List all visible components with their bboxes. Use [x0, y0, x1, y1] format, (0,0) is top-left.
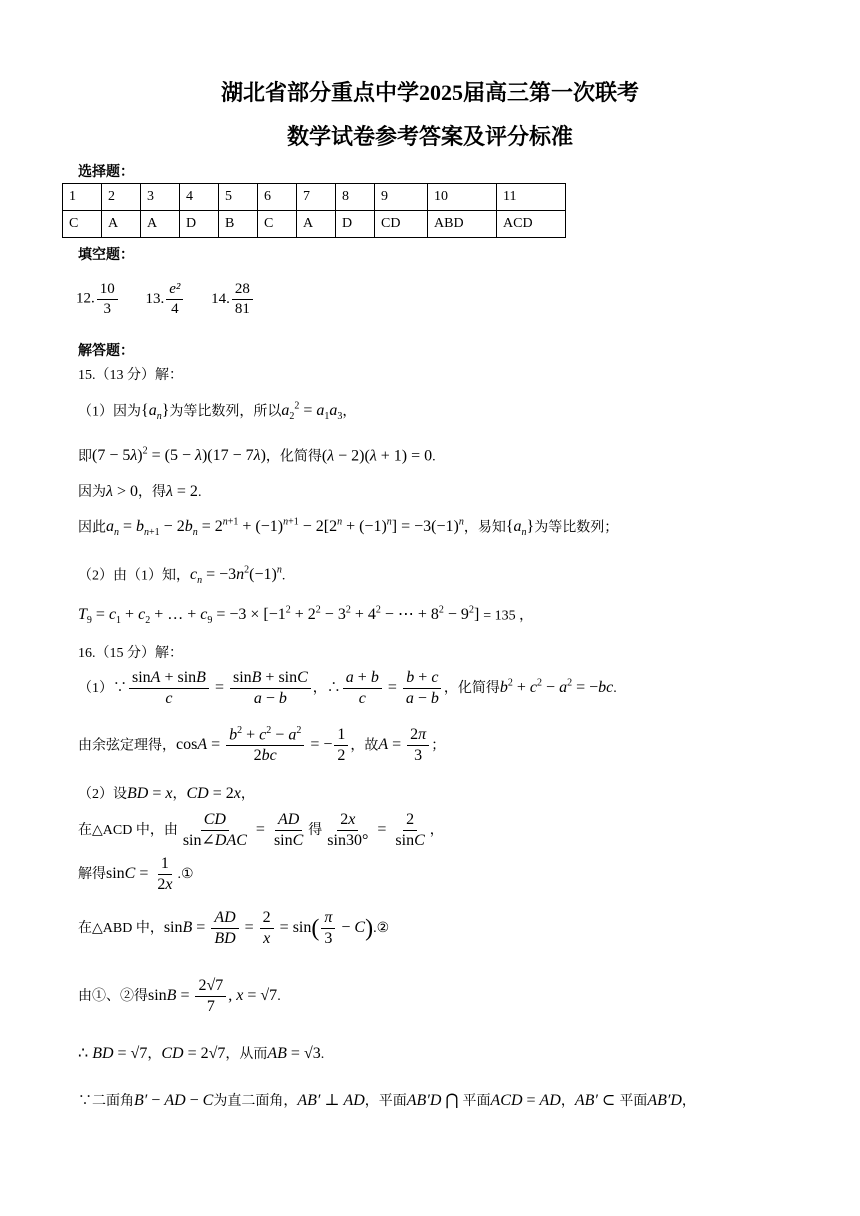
text: 为等比数列；: [534, 520, 619, 536]
table-cell: 9: [375, 184, 428, 211]
text: 因此: [78, 520, 106, 536]
document-subtitle: 数学试卷参考答案及评分标准: [286, 124, 573, 149]
q13-label: 13.: [145, 290, 165, 307]
q16-line2: 由余弦定理得，cosA = $\frac{b^2 + c^2 - a^2}{2bc}$ = − $\frac{1}{2}$ ，故A = $\frac{2\pi}{3}$ ；: [78, 725, 446, 765]
section-fill-heading: 填空题：: [78, 247, 134, 263]
table-cell: C: [258, 211, 297, 238]
text: 在△ACD 中，由: [78, 823, 178, 839]
table-cell: 4: [180, 184, 219, 211]
q12-numerator: 10: [97, 280, 118, 300]
table-cell: D: [336, 211, 375, 238]
q15-line3: 因为λ > 0，得λ = 2.: [78, 483, 202, 500]
text: 为直二面角，: [213, 1094, 298, 1109]
q14-denominator: 81: [234, 300, 250, 317]
q15-header: 15.（13 分）解：: [78, 368, 183, 383]
text: ，化简得: [443, 681, 500, 697]
table-cell: 3: [141, 184, 180, 211]
q16-header: 16.（15 分）解：: [78, 646, 183, 661]
q16-line9: ∵二面角B′ − AD − C为直二面角，AB′ ⊥ AD，平面AB′D ⋂ 平面ACD = AD，AB′ ⊂ 平面AB′D，: [78, 1092, 696, 1109]
table-cell: 2: [102, 184, 141, 211]
text: （1）因为: [78, 404, 141, 420]
text: ，: [560, 1094, 575, 1109]
document-title: 湖北省部分重点中学2025届高三第一次联考: [220, 80, 639, 105]
text: 在△ABD 中，: [78, 921, 164, 937]
section-choice-heading: 选择题：: [78, 164, 134, 180]
table-cell: 11: [497, 184, 566, 211]
q12-label: 12.: [76, 290, 95, 307]
q13-denominator: 4: [171, 300, 179, 317]
q16-line4: 在△ACD 中，由 $\frac{CD}{\text{sin∠DAC}}$ = $\frac{AD}{\sin C}$ 得 $\frac{2x}{\sin 30^\circ}$ = $\frac{2}{\sin C}$ ，: [78, 811, 444, 849]
text: ，故: [350, 738, 379, 754]
table-cell: CD: [375, 211, 428, 238]
q16-line7: 由①、②得sinB = $\frac{2√7}{7}$ , x = √7.: [78, 977, 281, 1015]
q16-line5: 解得sinC = $\frac{1}{2x}$ .①: [78, 855, 194, 893]
text: ，平面: [364, 1094, 407, 1109]
text: 由①、②得: [78, 989, 148, 1005]
table-cell: ABD: [428, 211, 497, 238]
text: = 135 ，: [483, 608, 534, 624]
q16-line1: （1）∵ $\frac{\sin A + \sin B}{c}$ = $\frac{\sin B + \sin C}{a - b}$ ，∴ $\frac{a + b}{c}$ = $\frac{b + c}{a - b}$ ，化简得$b^2 + c^2 - a^2 = -bc$.: [78, 669, 617, 707]
q13-numerator: e²: [166, 280, 183, 300]
q15-line1: （1）因为$\{a_n\}$为等比数列，所以$a_2^2 = a_1a_3$，: [78, 401, 357, 423]
table-cell: A: [102, 211, 141, 238]
text: ∵二面角: [78, 1094, 134, 1109]
text: ，化简得: [265, 449, 322, 465]
q16-line6: 在△ABD 中，sinB = $\frac{AD}{BD}$ = $\frac{2}{x}$ = sin( $\frac{\pi}{3}$ − C).②: [78, 909, 390, 947]
q15-line2: 即$(7 - 5\lambda)^2 = (5 - \lambda)(17 - 7\lambda)$，化简得(λ − 2)(λ + 1) = 0.: [78, 446, 436, 465]
text: （1）∵: [78, 681, 127, 697]
text: 得: [308, 823, 323, 839]
table-cell: 8: [336, 184, 375, 211]
text: ，∴: [312, 681, 341, 697]
q16-line8: ∴ BD = √7，CD = 2√7，从而AB = √3.: [78, 1045, 325, 1062]
table-cell: ACD: [497, 211, 566, 238]
q15-line5: （2）由（1）知，$c_n = -3n^2(-1)^n$.: [78, 565, 286, 587]
choice-answer-table: [62, 183, 566, 238]
fill-answers: [76, 280, 255, 319]
table-cell: A: [141, 211, 180, 238]
text: ，得: [137, 485, 166, 500]
text: .①: [177, 867, 194, 883]
table-cell: C: [63, 211, 102, 238]
text: 平面: [462, 1094, 491, 1109]
q14-label: 14.: [211, 290, 230, 307]
table-cell: D: [180, 211, 219, 238]
table-cell: 5: [219, 184, 258, 211]
table-cell: 7: [297, 184, 336, 211]
section-solve-heading: 解答题：: [78, 343, 134, 359]
text: 由余弦定理得，: [78, 738, 176, 754]
table-cell: 10: [428, 184, 497, 211]
text: 为等比数列，所以: [169, 404, 282, 420]
text: 因为: [78, 485, 106, 500]
text: ，易知: [463, 520, 506, 536]
table-cell: 1: [63, 184, 102, 211]
q15-line4: 因此$a_n = b_{n+1} - 2b_n = 2^{n+1} + (-1)^{n+1} - 2[2^n + (-1)^n] = -3(-1)^n$，易知$\{a_n\}$为等比数列；: [78, 517, 619, 539]
text: 即: [78, 449, 92, 465]
text: 解得: [78, 867, 106, 883]
text: 平面: [619, 1094, 648, 1109]
table-row-answers: [63, 211, 566, 238]
table-cell: B: [219, 211, 258, 238]
table-cell: 6: [258, 184, 297, 211]
q15-line6: $T_9 = c_1 + c_2$ + … + $c_9 = -3 \times [-1^2 + 2^2 - 3^2 + 4^2$ − ⋯ + $8^2 - 9^2] = 135$ ，: [78, 605, 534, 627]
text: .②: [373, 921, 390, 937]
q12-denominator: 3: [103, 300, 111, 317]
q14-numerator: 28: [232, 280, 253, 300]
table-cell: A: [297, 211, 336, 238]
table-row-numbers: [63, 184, 566, 211]
text: ，从而: [225, 1047, 268, 1062]
q16-line3: （2）设BD = x，CD = 2x，: [78, 785, 255, 802]
text: （2）由（1）知，: [78, 568, 190, 584]
text: （2）设: [78, 787, 127, 802]
